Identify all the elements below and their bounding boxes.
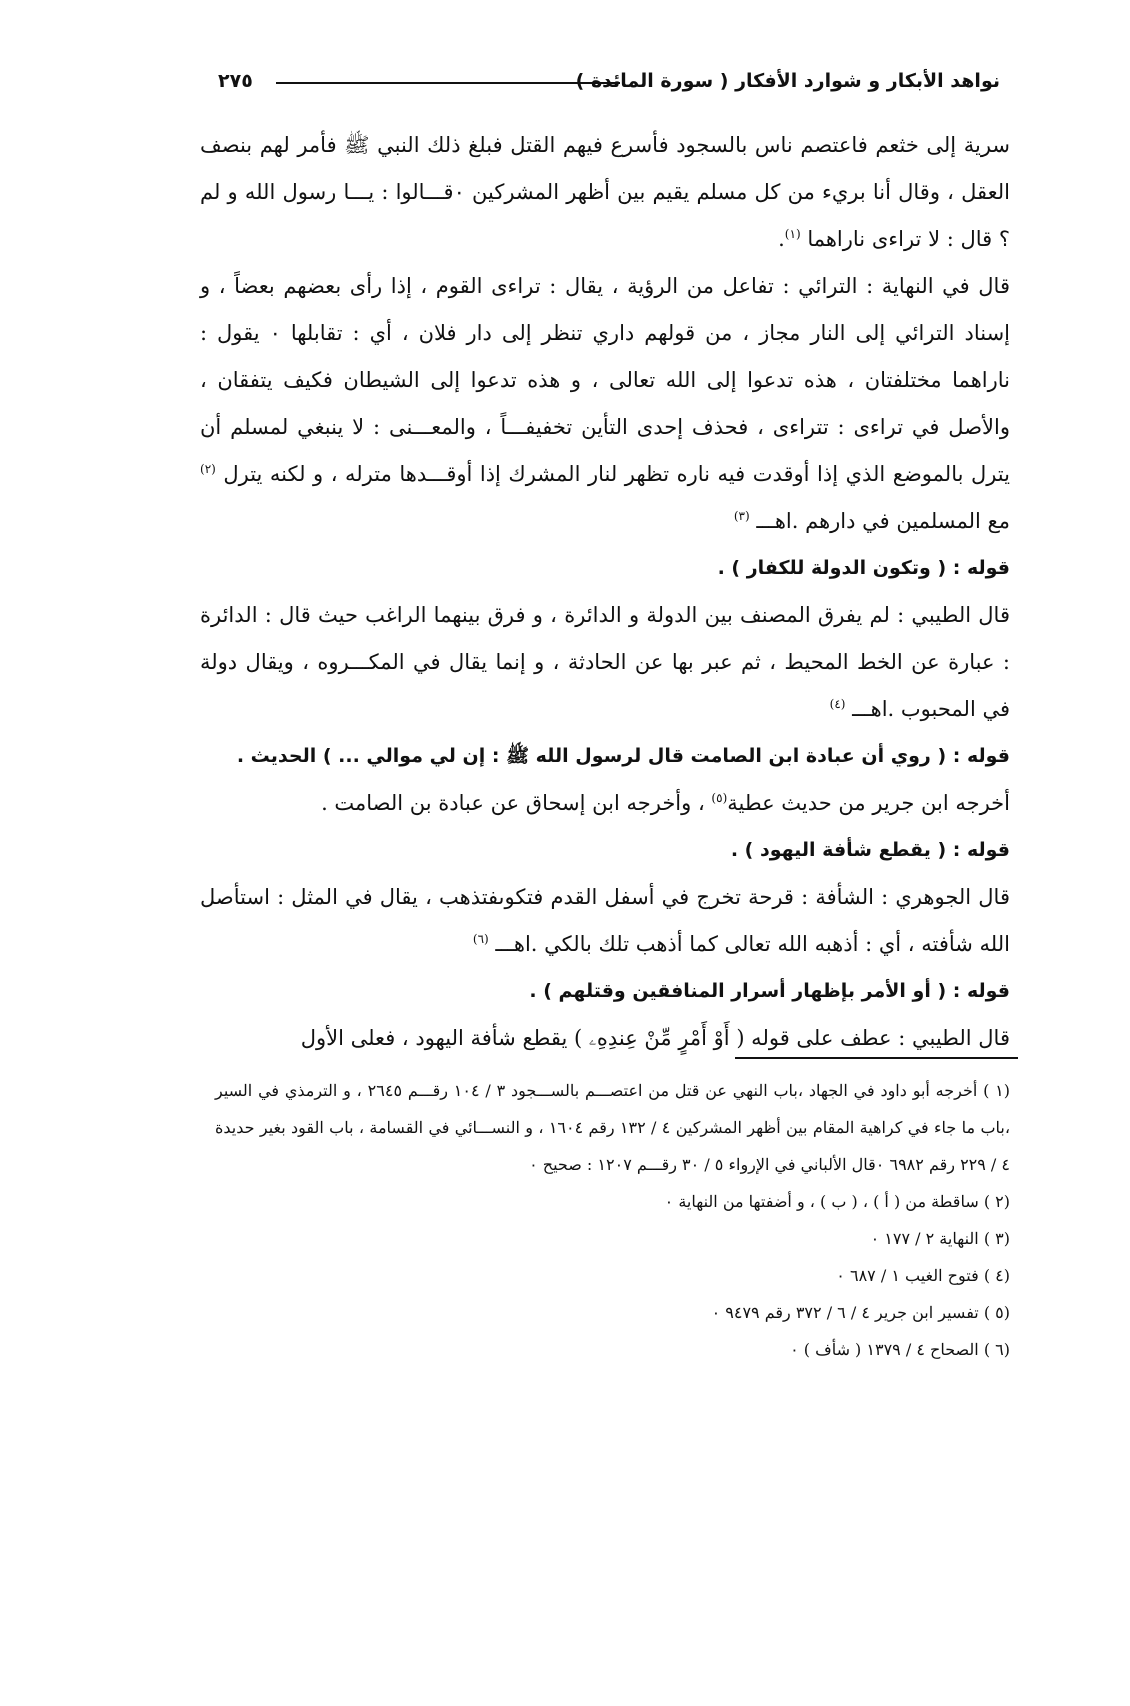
header-title: نواهد الأبكار و شوارد الأفكار ( سورة المائدة )	[575, 70, 1000, 92]
paragraph: قال في النهاية : الترائي : تفاعل من الرؤية ، يقال : تراءى القوم ، إذا رأى بعضهم بعضاً ، و إسناد الترائي إلى النار مجاز ، من قولهم داري تنظر إلى دار فلان ، أي : تقابلها ٠ يقول : ناراهما مختلفتان ، هذه تدعوا إلى الله تعالى ، و هذه تدعوا إلى الشيطان فكيف يتفقان ، والأصل في تراءى : تتراءى ، فحذف إحدى التأين تخفيفـــاً ، والمعـــنى : لا ينبغي لمسلم أن يترل بالموضع الذي إذا أوقدت فيه ناره تظهر لنار المشرك إذا أوقـــدها مترله ، و لكنه يترل $^{(٢)}$ مع المسلمين في دارهم .اهـــ $^{(٣)}$	[200, 274, 1010, 533]
paragraph: قال الطيبي : عطف على قوله ( أَوْ أَمْرٍ مِّنْ عِندِهِۦ ) يقطع شأفة اليهود ، فعلى الأول	[300, 1026, 1010, 1050]
footnotes	[215, 1072, 1010, 1368]
paragraph: سرية إلى خثعم فاعتصم ناس بالسجود فأسرع فيهم القتل فبلغ ذلك النبي ﷺ فأمر لهم بنصف العقل ، وقال أنا بريء من كل مسلم يقيم بين أظهر المشركين ٠قـــالوا : يـــا رسول الله و لم ؟ قال : لا تراءى ناراهما $^{(١)}$.	[200, 133, 1010, 251]
paragraph: قال الجوهري : الشأفة : قرحة تخرج في أسفل القدم فتكوىفتذهب ، يقال في المثل : استأصل الله شأفته ، أي : أذهبه الله تعالى كما أذهب تلك بالكي .اهـــ $^{(٦)}$	[200, 885, 1010, 956]
footnote-ref: (٢)	[200, 462, 216, 476]
footnote: (٦ ) الصحاح ٤ / ١٣٧٩ ( شأف ) ٠	[790, 1340, 1010, 1359]
paragraph: قال الطيبي : لم يفرق المصنف بين الدولة و الدائرة ، و فرق بينهما الراغب حيث قال : الدائرة : عبارة عن الخط المحيط ، ثم عبر بها عن الحادثة ، و إنما يقال في المكـــروه ، ويقال دولة في المحبوب .اهـــ $^{(٤)}$	[200, 603, 1010, 721]
section-heading: قوله : ( روي أن عبادة ابن الصامت قال لرسول الله ﷺ : إن لي موالي ... ) الحديث .	[236, 745, 1010, 767]
main-text	[200, 122, 1010, 1062]
paragraph: أخرجه ابن جرير من حديث عطية$^{(٥)}$ ، وأخرجه ابن إسحاق عن عبادة بن الصامت .	[321, 791, 1010, 815]
footnote: (١ ) أخرجه أبو داود في الجهاد ،باب النهي عن قتل من اعتصـــم بالســـجود ٣ / ١٠٤ رقـــم ٢٦٤٥ ، و الترمذي في السير ،باب ما جاء في كراهية المقام بين أظهر المشركين ٤ / ١٣٢ رقم ١٦٠٤ ، و النســـائي في القسامة ، باب القود بغير حديدة ٤ / ٢٢٩ رقم ٦٩٨٢ ٠قال الألباني في الإرواء ٥ / ٣٠ رقـــم ١٢٠٧ : صحيح ٠	[215, 1081, 1011, 1174]
footnote-ref: (٣)	[733, 509, 750, 523]
footnote-ref: (١)	[784, 227, 801, 241]
page-number: ٢٧٥	[218, 70, 253, 92]
running-header	[218, 70, 1000, 104]
footnote: (٣ ) النهاية ٢ / ١٧٧ ٠	[870, 1229, 1010, 1248]
header-rule	[276, 82, 620, 84]
footnote-separator	[735, 1057, 1018, 1059]
footnote-ref: (٥)	[711, 791, 728, 805]
footnote: (٥ ) تفسير ابن جرير ٤ / ٦ / ٣٧٢ رقم ٩٤٧٩ ٠	[711, 1303, 1010, 1322]
footnote-ref: (٤)	[829, 697, 846, 711]
footnote: (٤ ) فتوح الغيب ١ / ٦٨٧ ٠	[836, 1266, 1010, 1285]
footnote-ref: (٦)	[472, 932, 489, 946]
section-heading: قوله : ( وتكون الدولة للكفار ) .	[717, 557, 1010, 579]
section-heading: قوله : ( يقطع شأفة اليهود ) .	[730, 839, 1010, 861]
section-heading: قوله : ( أو الأمر بإظهار أسرار المنافقين وقتلهم ) .	[529, 980, 1010, 1002]
footnote: (٢ ) ساقطة من ( أ ) ، ( ب ) ، و أضفتها من النهاية ٠	[664, 1192, 1010, 1211]
